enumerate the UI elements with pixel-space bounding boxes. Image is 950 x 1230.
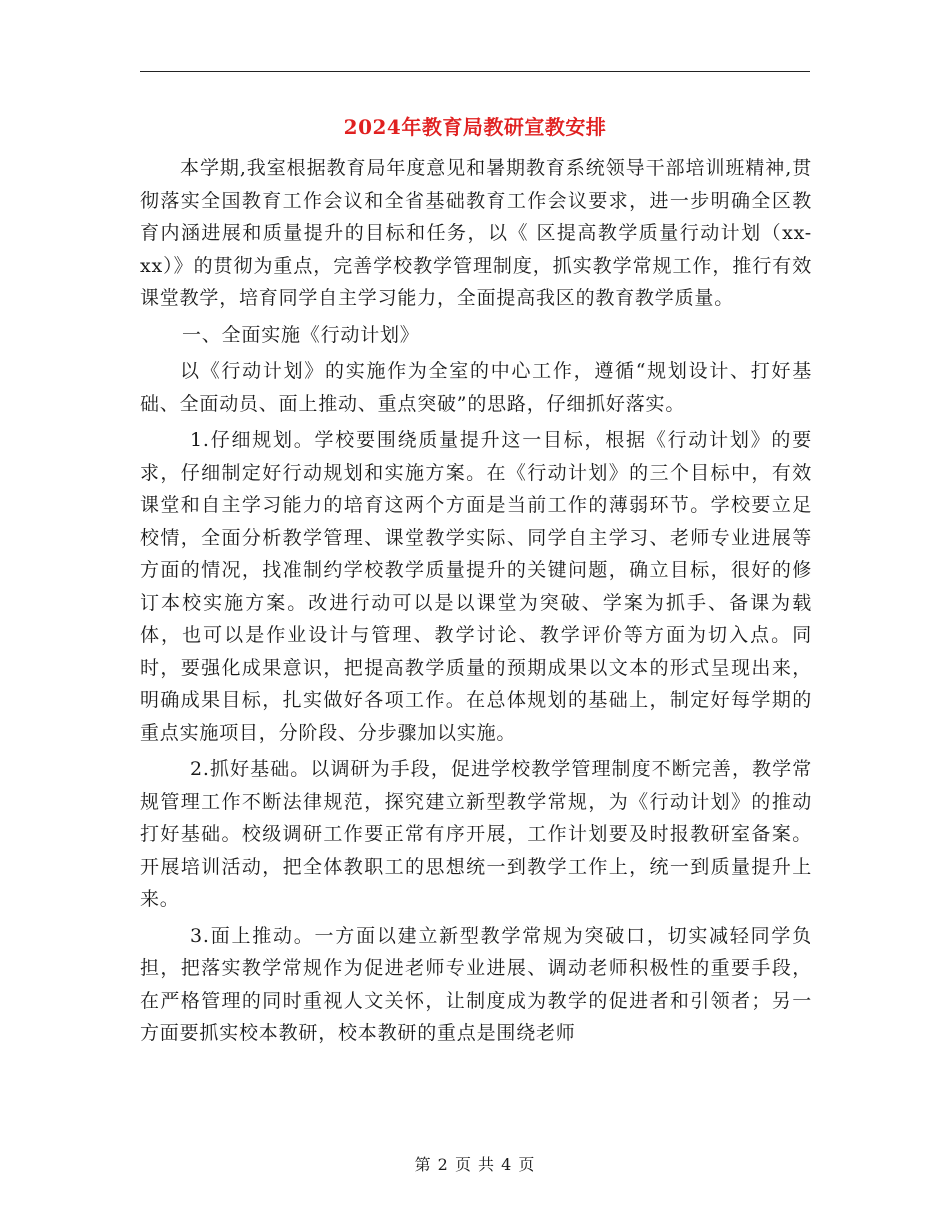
page-number-footer: 第 2 页 共 4 页 (414, 1155, 536, 1174)
item-2-paragraph: 2.抓好基础。以调研为手段，促进学校教学管理制度不断完善，教学常规管理工作不断法律规范，探究建立新型教学常规，为《行动计划》的推动打好基础。校级调研工作要正常有序开展，工作计划要及时报教研室备案。开展培训活动，把全体教职工的思想统一到教学工作上，统一到质量提升上来。 (140, 758, 812, 910)
item-3-paragraph: 3.面上推动。一方面以建立新型教学常规为突破口，切实减轻同学负担，把落实教学常规作为促进老师专业进展、调动老师积极性的重要手段，在严格管理的同时重视人文关怀，让制度成为教学的促进者和引领者；另一方面要抓实校本教研，校本教研的重点是围绕老师 (140, 924, 812, 1044)
document-body (140, 152, 812, 1050)
item-1-paragraph: 1.仔细规划。学校要围绕质量提升这一目标，根据《行动计划》的要求，仔细制定好行动规划和实施方案。在《行动计划》的三个目标中，有效课堂和自主学习能力的培育这两个方面是当前工作的薄弱环节。学校要立足校情，全面分析教学管理、课堂教学实际、同学自主学习、老师专业进展等方面的情况，找准制约学校教学质量提升的关键问题，确立目标，很好的修订本校实施方案。改进行动可以是以课堂为突破、学案为抓手、备课为载体，也可以是作业设计与管理、教学讨论、教学评价等方面为切入点。同时，要强化成果意识，把提高教学质量的预期成果以文本的形式呈现出来，明确成果目标，扎实做好各项工作。在总体规划的基础上，制定好每学期的重点实施项目，分阶段、分步骤加以实施。 (140, 429, 812, 744)
document-title: 2024年教育局教研宣教安排 (343, 115, 607, 139)
intro-paragraph: 本学期,我室根据教育局年度意见和暑期教育系统领导干部培训班精神,贯彻落实全国教育工作会议和全省基础教育工作会议要求，进一步明确全区教育内涵进展和质量提升的目标和任务，以《 区提高教学质量行动计划（xx-xx）》的贯彻为重点，完善学校教学管理制度，抓实教学常规工作，推行有效课堂教学，培育同学自主学习能力，全面提高我区的教育教学质量。 (140, 157, 812, 309)
section-heading: 一、全面实施《行动计划》 (182, 323, 420, 346)
section-intro-paragraph: 以《行动计划》的实施作为全室的中心工作，遵循“规划设计、打好基础、全面动员、面上推动、重点突破”的思路，仔细抓好落实。 (140, 360, 812, 415)
header-rule (140, 71, 810, 72)
